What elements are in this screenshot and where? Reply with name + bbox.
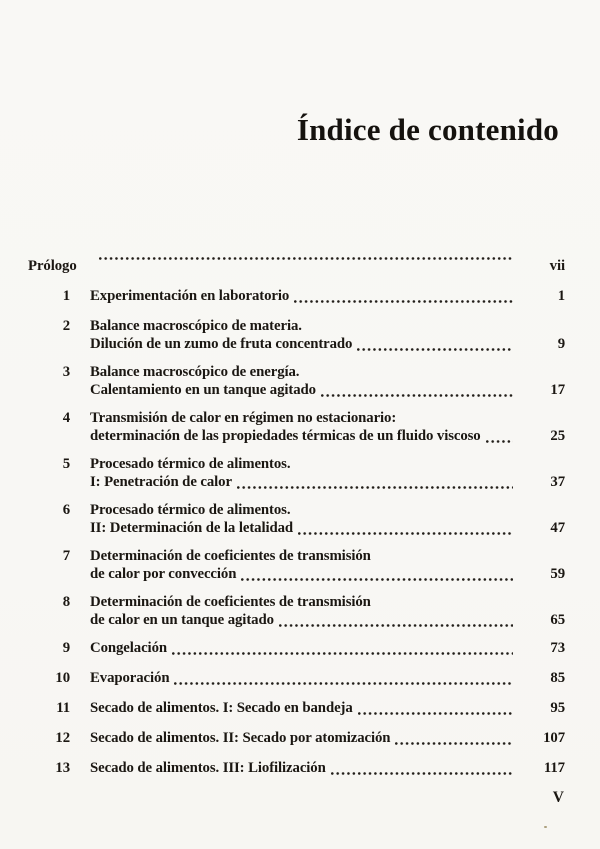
toc-row-prologue: [28, 257, 565, 275]
page-number: 95: [550, 700, 565, 716]
chapter-number: 8: [62, 594, 70, 610]
page-number: 107: [543, 730, 565, 746]
toc-entry: [28, 317, 565, 353]
chapter-title-line1: Determinación de coeficientes de transmisión: [90, 548, 371, 564]
toc-entry: [28, 639, 565, 657]
chapter-title: Congelación: [90, 640, 167, 656]
chapter-title-line2: II: Determinación de la letalidad: [90, 520, 294, 536]
chapter-title-line2: Dilución de un zumo de fruta concentrado: [90, 336, 353, 352]
table-of-contents: [28, 257, 565, 789]
chapter-number: 2: [62, 318, 70, 334]
prologue-label: Prólogo: [28, 258, 77, 274]
toc-entry: [28, 287, 565, 305]
chapter-title: Secado de alimentos. II: Secado por atomización: [90, 730, 391, 746]
chapter-title-line2: de calor en un tanque agitado: [90, 612, 274, 628]
toc-entry: [28, 409, 565, 445]
toc-entry: [28, 547, 565, 583]
dot-leader: [395, 742, 513, 745]
page-number: 25: [550, 428, 565, 444]
dot-leader: [298, 532, 513, 535]
dot-leader: [331, 772, 513, 775]
chapter-number: 1: [62, 288, 70, 304]
page-number: 47: [550, 520, 565, 536]
toc-entry: [28, 669, 565, 687]
page-number: 37: [550, 474, 565, 490]
page-number: 65: [550, 612, 565, 628]
dot-leader: [357, 348, 513, 351]
chapter-title-line1: Determinación de coeficientes de transmisión: [90, 594, 371, 610]
chapter-title-line2: de calor por convección: [90, 566, 237, 582]
toc-entry: [28, 699, 565, 717]
toc-entry: [28, 729, 565, 747]
dot-leader: [241, 578, 513, 581]
chapter-title-line1: Procesado térmico de alimentos.: [90, 502, 291, 518]
page-number: 73: [550, 640, 565, 656]
dot-leader: [358, 712, 513, 715]
page-number: 117: [543, 760, 565, 776]
chapter-number: 7: [62, 548, 70, 564]
chapter-number: 6: [62, 502, 70, 518]
page-number: 1: [557, 288, 565, 304]
chapter-title-line1: Balance macroscópico de energía.: [90, 364, 300, 380]
toc-entry: [28, 593, 565, 629]
chapter-number: 5: [62, 456, 70, 472]
page-title: Índice de contenido: [296, 112, 559, 147]
chapter-title-line2: determinación de las propiedades térmicas de un fluido viscoso: [90, 428, 481, 444]
page-number: vii: [549, 258, 565, 274]
chapter-title-line2: Calentamiento en un tanque agitado: [90, 382, 316, 398]
toc-entry: [28, 363, 565, 399]
chapter-number: 4: [62, 410, 70, 426]
toc-entry: [28, 455, 565, 491]
page-number: 59: [550, 566, 565, 582]
chapter-number: 12: [55, 730, 70, 746]
chapter-title: Experimentación en laboratorio: [90, 288, 290, 304]
dot-leader: [294, 300, 513, 303]
folio-marker: V: [552, 789, 564, 806]
chapter-title-line1: Balance macroscópico de materia.: [90, 318, 302, 334]
chapter-title: Secado de alimentos. I: Secado en bandeja: [90, 700, 353, 716]
chapter-title-line1: Procesado térmico de alimentos.: [90, 456, 291, 472]
dot-leader: [174, 682, 513, 685]
chapter-number: 3: [62, 364, 70, 380]
chapter-title: Secado de alimentos. III: Liofilización: [90, 760, 326, 776]
paper-speck: [544, 826, 547, 828]
chapter-number: 9: [62, 640, 70, 656]
dot-leader: [172, 652, 513, 655]
page-number: 85: [550, 670, 565, 686]
chapter-number: 10: [55, 670, 70, 686]
chapter-title: Evaporación: [90, 670, 170, 686]
dot-leader: [237, 486, 513, 489]
page-number: 17: [550, 382, 565, 398]
toc-entry: [28, 501, 565, 537]
dot-leader: [279, 624, 513, 627]
chapter-number: 13: [55, 760, 70, 776]
page-number: 9: [557, 336, 565, 352]
dot-leader: [321, 394, 513, 397]
dot-leader: [99, 257, 513, 260]
chapter-title-line2: I: Penetración de calor: [90, 474, 232, 490]
chapter-number: 11: [56, 700, 70, 716]
toc-entry: [28, 759, 565, 777]
dot-leader: [486, 440, 513, 443]
chapter-title-line1: Transmisión de calor en régimen no estacionario:: [90, 410, 397, 426]
